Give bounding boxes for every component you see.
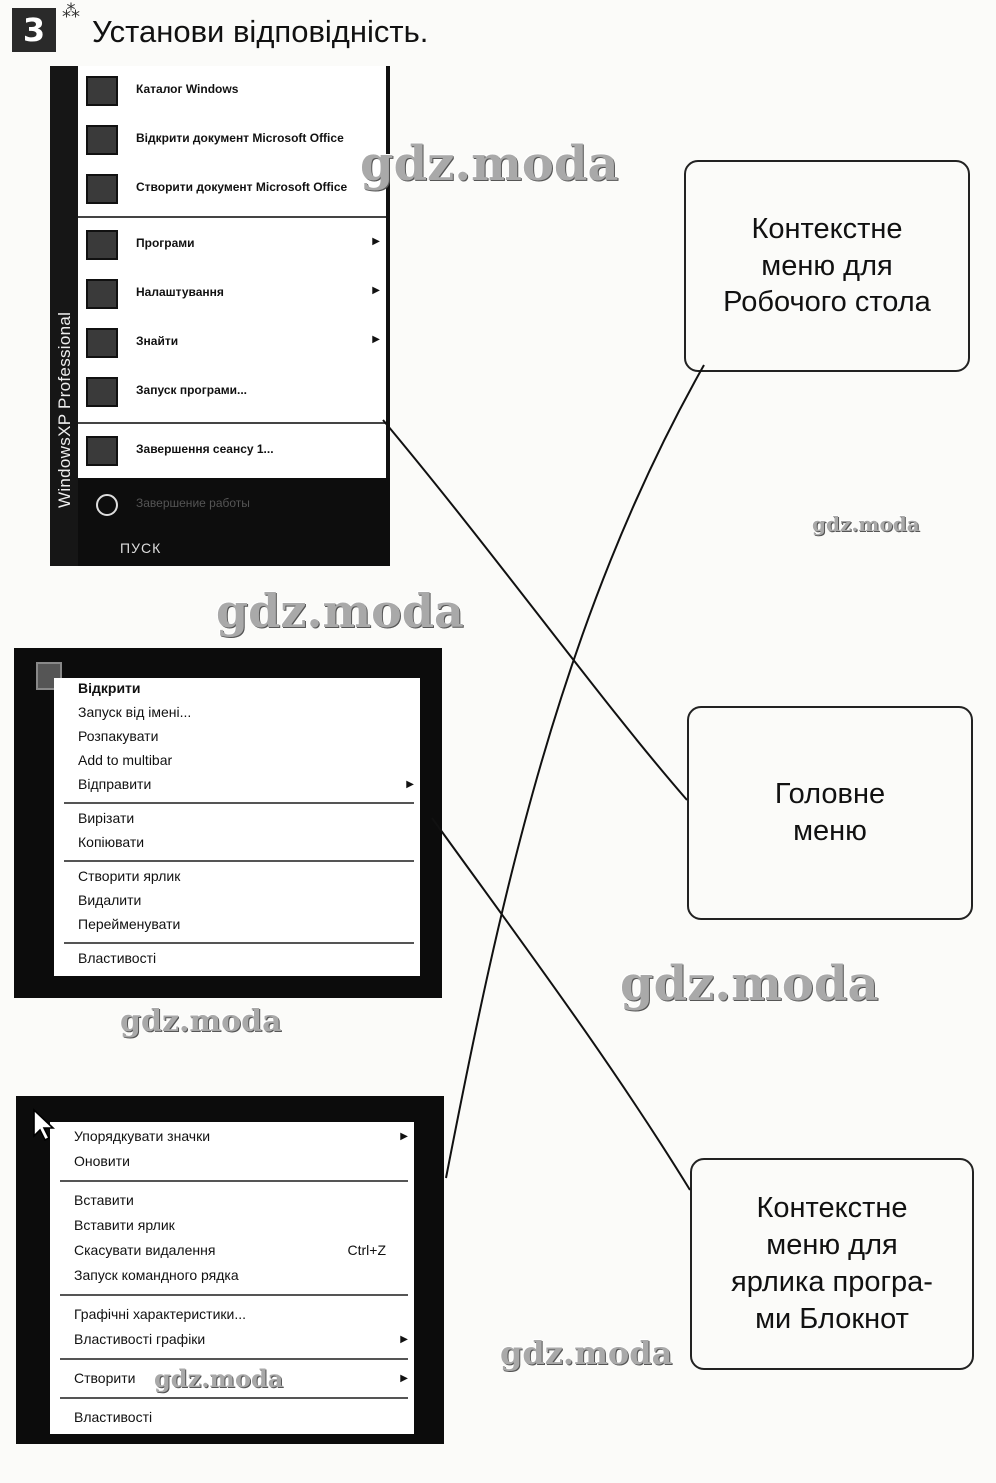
submenu-arrow-icon: ▶ (400, 1334, 408, 1345)
match-line-start-to-main (383, 420, 687, 800)
start-button[interactable]: ПУСК (120, 540, 162, 556)
start-menu-item-label: Відкрити документ Microsoft Office (136, 131, 344, 145)
watermark: gdz.moda (812, 512, 920, 536)
watermark: gdz.moda (120, 1004, 282, 1039)
context-menu-item[interactable]: Запуск командного рядка (74, 1267, 239, 1283)
context-menu-item[interactable]: Вставити ярлик (74, 1217, 175, 1233)
watermark: gdz.moda (216, 584, 464, 638)
answer-text-line: ярлика програ- (731, 1266, 933, 1298)
start-menu-item-label: Створити документ Microsoft Office (136, 180, 348, 194)
context-menu-item[interactable]: Властивості (78, 950, 157, 966)
windows-edition-label: WindowsXP Professional (55, 311, 74, 508)
context-menu-item[interactable]: Створити (74, 1370, 136, 1386)
answer-text-line: Робочого стола (723, 286, 931, 319)
watermark: gdz.moda (154, 1364, 284, 1393)
submenu-arrow-icon: ▶ (400, 1131, 408, 1142)
start-menu-item-label: Програми (136, 236, 195, 250)
context-menu-item[interactable]: Вирізати (78, 810, 135, 826)
answer-text-line: меню для (766, 1229, 898, 1262)
submenu-arrow-icon: ▶ (400, 1373, 408, 1384)
context-menu-item[interactable]: Упорядкувати значки (74, 1128, 211, 1144)
watermark: gdz.moda (500, 1334, 673, 1372)
submenu-arrow-icon: ▶ (372, 236, 380, 247)
context-menu-item[interactable]: Властивості (74, 1409, 153, 1425)
submenu-arrow-icon: ▶ (372, 285, 380, 296)
context-menu-item[interactable]: Графічні характеристики... (74, 1306, 246, 1322)
context-menu-item[interactable]: Відкрити (78, 680, 141, 696)
start-menu-item-label: Знайти (136, 334, 179, 348)
start-menu-item-label: Завершення сеансу 1... (136, 442, 274, 456)
context-menu-item[interactable]: Add to multibar (78, 752, 173, 768)
answer-text-line: меню (793, 815, 867, 847)
watermark: gdz.moda (620, 956, 879, 1012)
context-menu-item[interactable]: Створити ярлик (78, 868, 181, 884)
submenu-arrow-icon: ▶ (372, 334, 380, 345)
answer-text-line: Контекстне (751, 212, 903, 245)
context-menu-item[interactable]: Запуск від імені... (78, 704, 192, 720)
task-title: Установи відповідність. (92, 14, 429, 49)
answer-text-line: Контекстне (756, 1192, 908, 1225)
match-line-shortcut-to-notepad (432, 818, 690, 1190)
context-menu-item[interactable]: Копіювати (78, 834, 145, 850)
watermark: gdz.moda (360, 136, 619, 192)
context-menu-item[interactable]: Вставити (74, 1192, 134, 1208)
context-menu-item[interactable]: Оновити (74, 1153, 130, 1169)
start-menu-item-label: Каталог Windows (136, 82, 239, 96)
task-number: 3 (12, 8, 56, 52)
context-menu-item[interactable]: Видалити (78, 892, 142, 908)
match-line-desktop-to-desktopbox (446, 365, 704, 1178)
context-menu-item[interactable]: Властивості графіки (74, 1331, 206, 1347)
context-menu-item[interactable]: Перейменувати (78, 916, 181, 932)
context-menu-item[interactable]: Скасувати видалення (74, 1242, 216, 1258)
difficulty-star-icon: ⁂ (62, 1, 80, 21)
context-menu-item[interactable]: Розпакувати (78, 728, 159, 744)
answer-text-line: ми Блокнот (755, 1302, 909, 1335)
shutdown-item-label: Завершение работы (136, 496, 250, 510)
start-menu-item-label: Запуск програми... (136, 383, 247, 397)
submenu-arrow-icon: ▶ (406, 779, 414, 790)
menu-shortcut-label: Ctrl+Z (347, 1242, 386, 1258)
start-menu-item-label: Налаштування (136, 285, 224, 299)
answer-text-line: Головне (774, 778, 886, 811)
answer-text-line: меню для (761, 249, 893, 282)
context-menu-item[interactable]: Відправити (78, 776, 152, 792)
